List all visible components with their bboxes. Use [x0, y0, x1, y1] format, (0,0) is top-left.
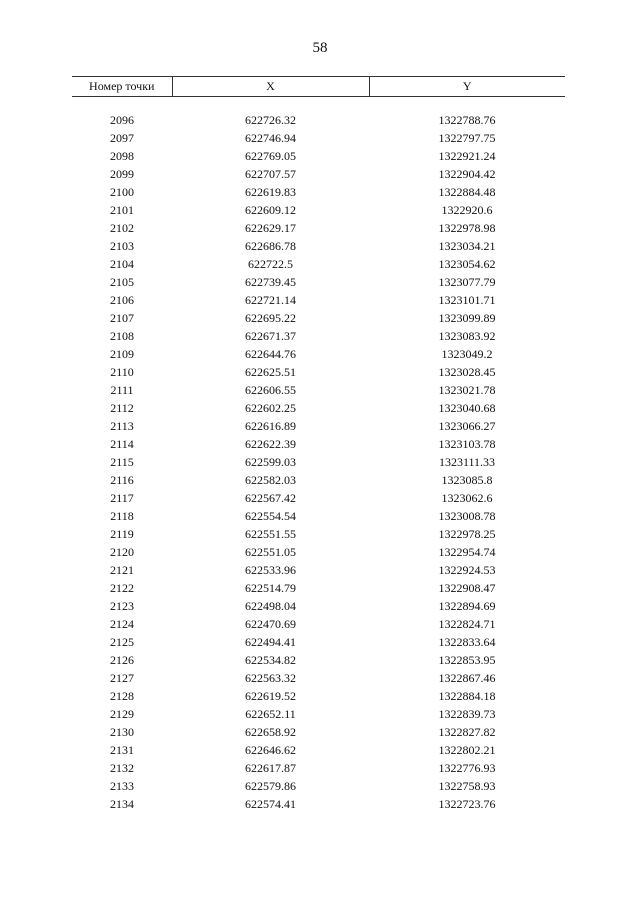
cell-x: 622721.14 — [245, 293, 296, 307]
cell-y: 1322723.76 — [438, 797, 496, 811]
cell-point-number: 2122 — [110, 581, 134, 595]
cell-y: 1322839.73 — [438, 707, 496, 721]
cell-x: 622739.45 — [245, 275, 296, 289]
table-row — [72, 381, 565, 399]
cell-y: 1322894.69 — [438, 599, 496, 613]
cell-point-number: 2105 — [110, 275, 134, 289]
cell-x: 622582.03 — [245, 473, 296, 487]
cell-x: 622534.82 — [245, 653, 296, 667]
cell-point-number: 2107 — [110, 311, 134, 325]
cell-y: 1322797.75 — [438, 131, 496, 145]
header-x: X — [172, 77, 369, 97]
cell-y: 1323066.27 — [438, 419, 496, 433]
cell-x: 622695.22 — [245, 311, 296, 325]
cell-y: 1323085.8 — [441, 473, 493, 487]
table-row — [72, 705, 565, 723]
cell-x: 622644.76 — [245, 347, 296, 361]
table-row — [72, 471, 565, 489]
table-body — [72, 97, 565, 814]
cell-point-number: 2104 — [110, 257, 134, 271]
cell-point-number: 2113 — [110, 419, 134, 433]
cell-x: 622652.11 — [245, 707, 296, 721]
table-row — [72, 597, 565, 615]
cell-x: 622707.57 — [245, 167, 296, 181]
cell-x: 622686.78 — [245, 239, 296, 253]
cell-x: 622574.41 — [245, 797, 296, 811]
table-row — [72, 525, 565, 543]
table-row — [72, 489, 565, 507]
cell-y: 1322853.95 — [438, 653, 496, 667]
cell-y: 1322978.98 — [438, 221, 496, 235]
cell-point-number: 2131 — [110, 743, 134, 757]
coordinates-table — [72, 76, 565, 813]
cell-y: 1323008.78 — [438, 509, 496, 523]
cell-point-number: 2097 — [110, 131, 134, 145]
cell-y: 1323028.45 — [438, 365, 496, 379]
cell-y: 1322954.74 — [438, 545, 496, 559]
cell-x: 622579.86 — [245, 779, 296, 793]
cell-x: 622622.39 — [245, 437, 296, 451]
cell-x: 622554.54 — [245, 509, 296, 523]
table-row — [72, 309, 565, 327]
cell-x: 622671.37 — [245, 329, 296, 343]
cell-y: 1322908.47 — [438, 581, 496, 595]
cell-y: 1322904.42 — [438, 167, 496, 181]
cell-y: 1322788.76 — [438, 113, 496, 127]
cell-x: 622567.42 — [245, 491, 296, 505]
cell-x: 622551.05 — [245, 545, 296, 559]
cell-x: 622769.05 — [245, 149, 296, 163]
cell-point-number: 2124 — [110, 617, 134, 631]
cell-point-number: 2127 — [110, 671, 134, 685]
cell-x: 622551.55 — [245, 527, 296, 541]
table-row — [72, 759, 565, 777]
cell-x: 622498.04 — [245, 599, 296, 613]
table-row — [72, 363, 565, 381]
cell-point-number: 2096 — [110, 113, 134, 127]
cell-point-number: 2117 — [110, 491, 134, 505]
cell-point-number: 2114 — [110, 437, 134, 451]
cell-x: 622726.32 — [245, 113, 296, 127]
cell-point-number: 2099 — [110, 167, 134, 181]
cell-point-number: 2126 — [110, 653, 134, 667]
table-row — [72, 129, 565, 147]
cell-point-number: 2123 — [110, 599, 134, 613]
cell-y: 1323040.68 — [438, 401, 496, 415]
cell-x: 622616.89 — [245, 419, 296, 433]
cell-point-number: 2121 — [110, 563, 134, 577]
cell-y: 1323049.2 — [441, 347, 493, 361]
cell-y: 1322827.82 — [438, 725, 496, 739]
table-header-row — [72, 77, 565, 97]
table-row — [72, 219, 565, 237]
cell-point-number: 2109 — [110, 347, 134, 361]
cell-point-number: 2130 — [110, 725, 134, 739]
table-row — [72, 201, 565, 219]
cell-point-number: 2110 — [110, 365, 134, 379]
cell-point-number: 2111 — [110, 383, 134, 397]
cell-y: 1322978.25 — [438, 527, 496, 541]
table-row — [72, 741, 565, 759]
cell-point-number: 2128 — [110, 689, 134, 703]
cell-y: 1322920.6 — [441, 203, 493, 217]
table-row — [72, 147, 565, 165]
header-point-number: Номер точки — [72, 77, 172, 97]
cell-x: 622494.41 — [245, 635, 296, 649]
table-row — [72, 579, 565, 597]
cell-y: 1322924.53 — [438, 563, 496, 577]
table-row — [72, 669, 565, 687]
table-row — [72, 795, 565, 813]
table-row — [72, 615, 565, 633]
cell-y: 1322867.46 — [438, 671, 496, 685]
cell-x: 622563.32 — [245, 671, 296, 685]
table-row — [72, 237, 565, 255]
table-row — [72, 345, 565, 363]
cell-point-number: 2100 — [110, 185, 134, 199]
cell-x: 622629.17 — [245, 221, 296, 235]
header-y: Y — [369, 77, 565, 97]
cell-point-number: 2098 — [110, 149, 134, 163]
cell-y: 1323034.21 — [438, 239, 496, 253]
cell-x: 622514.79 — [245, 581, 296, 595]
cell-point-number: 2108 — [110, 329, 134, 343]
cell-point-number: 2112 — [110, 401, 134, 415]
cell-x: 622746.94 — [245, 131, 296, 145]
cell-y: 1322833.64 — [438, 635, 496, 649]
cell-y: 1323083.92 — [438, 329, 496, 343]
cell-y: 1323062.6 — [441, 491, 493, 505]
cell-y: 1322884.18 — [438, 689, 496, 703]
cell-point-number: 2133 — [110, 779, 134, 793]
table-row — [72, 777, 565, 795]
table-row — [72, 273, 565, 291]
cell-point-number: 2132 — [110, 761, 134, 775]
cell-x: 622646.62 — [245, 743, 296, 757]
table-row — [72, 255, 565, 273]
cell-y: 1323111.33 — [438, 455, 496, 469]
table-row — [72, 111, 565, 129]
cell-x: 622470.69 — [245, 617, 296, 631]
cell-y: 1323021.78 — [438, 383, 496, 397]
table-row — [72, 723, 565, 741]
cell-x: 622658.92 — [245, 725, 296, 739]
table-row — [72, 507, 565, 525]
cell-x: 622533.96 — [245, 563, 296, 577]
table-row — [72, 165, 565, 183]
cell-point-number: 2129 — [110, 707, 134, 721]
cell-y: 1322776.93 — [438, 761, 496, 775]
cell-point-number: 2134 — [110, 797, 134, 811]
cell-x: 622625.51 — [245, 365, 296, 379]
table-row — [72, 417, 565, 435]
cell-point-number: 2106 — [110, 293, 134, 307]
cell-y: 1323054.62 — [438, 257, 496, 271]
cell-point-number: 2103 — [110, 239, 134, 253]
table-row — [72, 633, 565, 651]
cell-y: 1323077.79 — [438, 275, 496, 289]
cell-point-number: 2118 — [110, 509, 134, 523]
cell-point-number: 2102 — [110, 221, 134, 235]
table-row — [72, 543, 565, 561]
cell-x: 622619.52 — [245, 689, 296, 703]
cell-x: 622617.87 — [245, 761, 296, 775]
table-row — [72, 651, 565, 669]
cell-y: 1322884.48 — [438, 185, 496, 199]
cell-y: 1322921.24 — [438, 149, 496, 163]
cell-point-number: 2101 — [110, 203, 134, 217]
table-row — [72, 687, 565, 705]
cell-point-number: 2116 — [110, 473, 134, 487]
table-row — [72, 561, 565, 579]
cell-x: 622602.25 — [245, 401, 296, 415]
cell-y: 1322824.71 — [438, 617, 496, 631]
cell-y: 1322758.93 — [438, 779, 496, 793]
cell-x: 622606.55 — [245, 383, 296, 397]
cell-y: 1323101.71 — [438, 293, 496, 307]
table-row — [72, 327, 565, 345]
cell-y: 1323099.89 — [438, 311, 496, 325]
cell-point-number: 2120 — [110, 545, 134, 559]
cell-point-number: 2119 — [110, 527, 134, 541]
table-row — [72, 291, 565, 309]
cell-x: 622722.5 — [248, 257, 293, 271]
table-spacer — [72, 97, 565, 112]
cell-y: 1322802.21 — [438, 743, 496, 757]
table-row — [72, 399, 565, 417]
table-row — [72, 453, 565, 471]
cell-point-number: 2125 — [110, 635, 134, 649]
table-row — [72, 435, 565, 453]
page-number: 58 — [312, 40, 328, 56]
cell-y: 1323103.78 — [438, 437, 496, 451]
cell-point-number: 2115 — [110, 455, 134, 469]
table-row — [72, 183, 565, 201]
cell-x: 622609.12 — [245, 203, 296, 217]
cell-x: 622599.03 — [245, 455, 296, 469]
cell-x: 622619.83 — [245, 185, 296, 199]
